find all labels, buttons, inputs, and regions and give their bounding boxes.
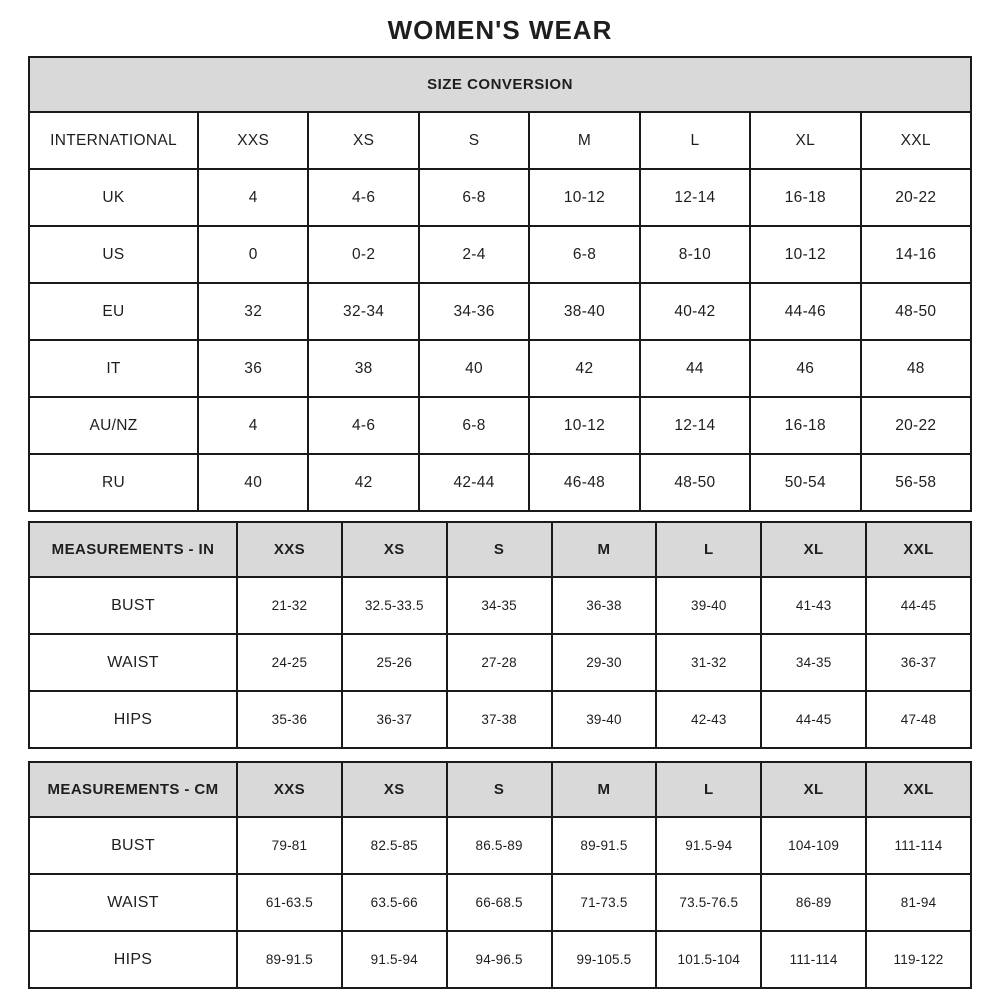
value-cell: 41-43 bbox=[761, 577, 866, 634]
table-row bbox=[29, 340, 971, 397]
value-cell: 42 bbox=[308, 454, 418, 511]
size-column-header: S bbox=[447, 522, 552, 577]
value-cell: 119-122 bbox=[866, 931, 971, 988]
row-label: WAIST bbox=[29, 634, 237, 691]
value-cell: 99-105.5 bbox=[552, 931, 657, 988]
page-title: WOMEN'S WEAR bbox=[387, 15, 613, 45]
value-cell: 32.5-33.5 bbox=[342, 577, 447, 634]
table-title: SIZE CONVERSION bbox=[29, 57, 971, 112]
value-cell: 0-2 bbox=[308, 226, 418, 283]
size-column-header: M bbox=[529, 112, 639, 169]
measurements-in-table bbox=[28, 521, 972, 749]
value-cell: 32 bbox=[198, 283, 308, 340]
value-cell: 38-40 bbox=[529, 283, 639, 340]
value-cell: 91.5-94 bbox=[656, 817, 761, 874]
value-cell: 20-22 bbox=[861, 397, 971, 454]
value-cell: 36-37 bbox=[866, 634, 971, 691]
table-row bbox=[29, 874, 971, 931]
value-cell: 37-38 bbox=[447, 691, 552, 748]
value-cell: 16-18 bbox=[750, 397, 860, 454]
size-column-header: XS bbox=[308, 112, 418, 169]
value-cell: 4 bbox=[198, 169, 308, 226]
value-cell: 34-35 bbox=[761, 634, 866, 691]
value-cell: 40-42 bbox=[640, 283, 750, 340]
table-row bbox=[29, 283, 971, 340]
table-row bbox=[29, 454, 971, 511]
value-cell: 39-40 bbox=[656, 577, 761, 634]
value-cell: 48 bbox=[861, 340, 971, 397]
size-column-header: M bbox=[552, 522, 657, 577]
measurements-cm-table bbox=[28, 761, 972, 989]
value-cell: 40 bbox=[419, 340, 529, 397]
value-cell: 16-18 bbox=[750, 169, 860, 226]
size-column-header: XL bbox=[761, 762, 866, 817]
row-label: RU bbox=[29, 454, 198, 511]
table-row bbox=[29, 634, 971, 691]
row-label: IT bbox=[29, 340, 198, 397]
row-label: EU bbox=[29, 283, 198, 340]
value-cell: 34-36 bbox=[419, 283, 529, 340]
size-column-header: XXS bbox=[237, 522, 342, 577]
value-cell: 0 bbox=[198, 226, 308, 283]
value-cell: 27-28 bbox=[447, 634, 552, 691]
size-column-header: S bbox=[419, 112, 529, 169]
value-cell: 50-54 bbox=[750, 454, 860, 511]
size-column-header: XXL bbox=[866, 762, 971, 817]
value-cell: 10-12 bbox=[750, 226, 860, 283]
table-row bbox=[29, 226, 971, 283]
value-cell: 44-45 bbox=[866, 577, 971, 634]
value-cell: 25-26 bbox=[342, 634, 447, 691]
row-label: WAIST bbox=[29, 874, 237, 931]
value-cell: 36 bbox=[198, 340, 308, 397]
size-column-header: XL bbox=[750, 112, 860, 169]
row-label: BUST bbox=[29, 817, 237, 874]
value-cell: 44-46 bbox=[750, 283, 860, 340]
value-cell: 36-38 bbox=[552, 577, 657, 634]
table-title: MEASUREMENTS - CM bbox=[29, 762, 237, 817]
size-column-header: XXL bbox=[866, 522, 971, 577]
value-cell: 35-36 bbox=[237, 691, 342, 748]
value-cell: 2-4 bbox=[419, 226, 529, 283]
value-cell: 29-30 bbox=[552, 634, 657, 691]
size-column-header: L bbox=[656, 762, 761, 817]
value-cell: 71-73.5 bbox=[552, 874, 657, 931]
value-cell: 66-68.5 bbox=[447, 874, 552, 931]
column-header-row bbox=[29, 112, 971, 169]
table-row bbox=[29, 817, 971, 874]
value-cell: 101.5-104 bbox=[656, 931, 761, 988]
value-cell: 73.5-76.5 bbox=[656, 874, 761, 931]
value-cell: 86.5-89 bbox=[447, 817, 552, 874]
value-cell: 44 bbox=[640, 340, 750, 397]
value-cell: 10-12 bbox=[529, 397, 639, 454]
table-row bbox=[29, 169, 971, 226]
value-cell: 61-63.5 bbox=[237, 874, 342, 931]
value-cell: 10-12 bbox=[529, 169, 639, 226]
size-column-header: S bbox=[447, 762, 552, 817]
value-cell: 4-6 bbox=[308, 397, 418, 454]
value-cell: 89-91.5 bbox=[237, 931, 342, 988]
value-cell: 38 bbox=[308, 340, 418, 397]
size-column-header: XL bbox=[761, 522, 866, 577]
table-row bbox=[29, 397, 971, 454]
row-label: UK bbox=[29, 169, 198, 226]
value-cell: 94-96.5 bbox=[447, 931, 552, 988]
table-row bbox=[29, 691, 971, 748]
value-cell: 79-81 bbox=[237, 817, 342, 874]
size-column-header: L bbox=[656, 522, 761, 577]
label-column-header: INTERNATIONAL bbox=[29, 112, 198, 169]
value-cell: 31-32 bbox=[656, 634, 761, 691]
value-cell: 44-45 bbox=[761, 691, 866, 748]
value-cell: 4-6 bbox=[308, 169, 418, 226]
table-row bbox=[29, 931, 971, 988]
value-cell: 8-10 bbox=[640, 226, 750, 283]
size-column-header: XS bbox=[342, 762, 447, 817]
value-cell: 47-48 bbox=[866, 691, 971, 748]
value-cell: 111-114 bbox=[866, 817, 971, 874]
row-label: HIPS bbox=[29, 691, 237, 748]
value-cell: 111-114 bbox=[761, 931, 866, 988]
value-cell: 82.5-85 bbox=[342, 817, 447, 874]
size-column-header: XS bbox=[342, 522, 447, 577]
value-cell: 24-25 bbox=[237, 634, 342, 691]
value-cell: 46 bbox=[750, 340, 860, 397]
size-conversion-table bbox=[28, 56, 972, 512]
value-cell: 42-44 bbox=[419, 454, 529, 511]
size-column-header: XXS bbox=[198, 112, 308, 169]
value-cell: 21-32 bbox=[237, 577, 342, 634]
size-column-header: L bbox=[640, 112, 750, 169]
value-cell: 32-34 bbox=[308, 283, 418, 340]
value-cell: 91.5-94 bbox=[342, 931, 447, 988]
value-cell: 6-8 bbox=[529, 226, 639, 283]
value-cell: 4 bbox=[198, 397, 308, 454]
value-cell: 89-91.5 bbox=[552, 817, 657, 874]
value-cell: 34-35 bbox=[447, 577, 552, 634]
value-cell: 36-37 bbox=[342, 691, 447, 748]
value-cell: 6-8 bbox=[419, 397, 529, 454]
value-cell: 42-43 bbox=[656, 691, 761, 748]
value-cell: 39-40 bbox=[552, 691, 657, 748]
row-label: US bbox=[29, 226, 198, 283]
row-label: AU/NZ bbox=[29, 397, 198, 454]
value-cell: 42 bbox=[529, 340, 639, 397]
value-cell: 104-109 bbox=[761, 817, 866, 874]
value-cell: 12-14 bbox=[640, 397, 750, 454]
value-cell: 46-48 bbox=[529, 454, 639, 511]
size-column-header: M bbox=[552, 762, 657, 817]
value-cell: 40 bbox=[198, 454, 308, 511]
value-cell: 20-22 bbox=[861, 169, 971, 226]
value-cell: 63.5-66 bbox=[342, 874, 447, 931]
size-column-header: XXS bbox=[237, 762, 342, 817]
value-cell: 48-50 bbox=[861, 283, 971, 340]
value-cell: 14-16 bbox=[861, 226, 971, 283]
value-cell: 48-50 bbox=[640, 454, 750, 511]
column-header-row bbox=[29, 522, 971, 577]
row-label: BUST bbox=[29, 577, 237, 634]
table-title: MEASUREMENTS - IN bbox=[29, 522, 237, 577]
size-column-header: XXL bbox=[861, 112, 971, 169]
value-cell: 56-58 bbox=[861, 454, 971, 511]
value-cell: 81-94 bbox=[866, 874, 971, 931]
value-cell: 6-8 bbox=[419, 169, 529, 226]
row-label: HIPS bbox=[29, 931, 237, 988]
value-cell: 12-14 bbox=[640, 169, 750, 226]
table-row bbox=[29, 577, 971, 634]
column-header-row bbox=[29, 762, 971, 817]
value-cell: 86-89 bbox=[761, 874, 866, 931]
